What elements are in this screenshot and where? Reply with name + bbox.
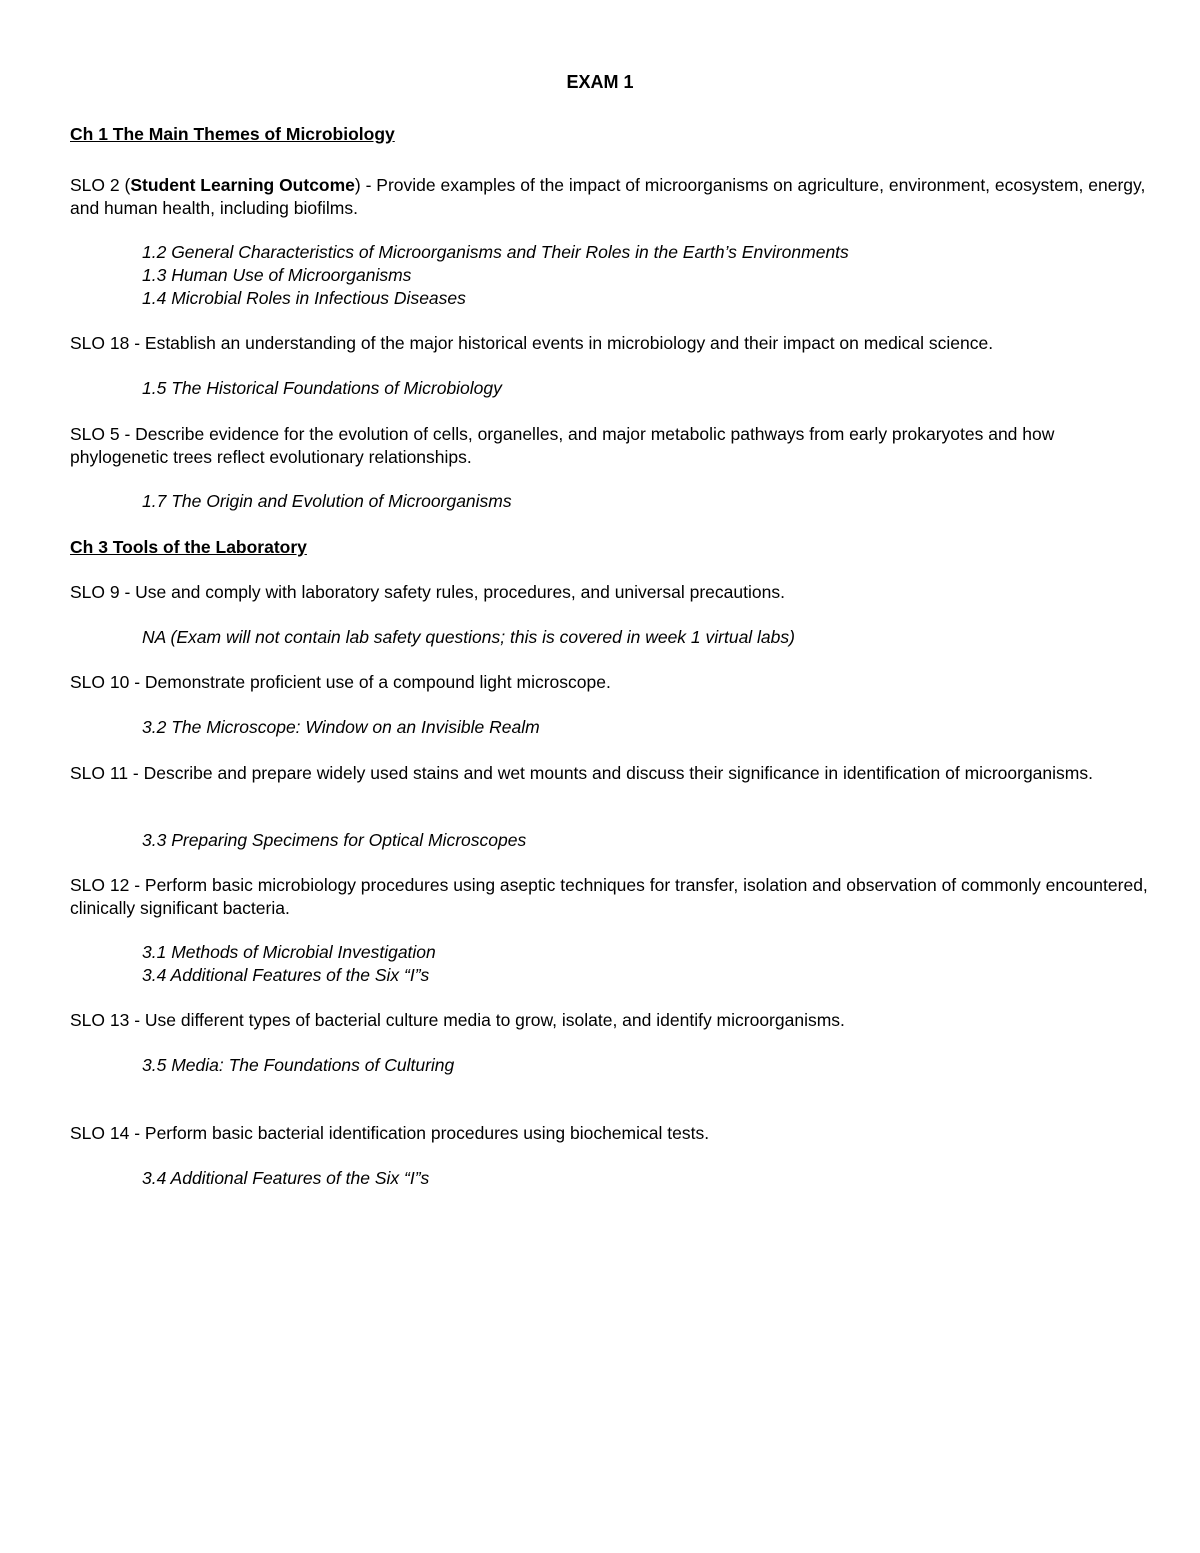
topic-item: 1.4 Microbial Roles in Infectious Diseases (142, 288, 466, 308)
slo-18-text: SLO 18 - Establish an understanding of the major historical events in microbiology and their impact on medical science. (70, 333, 994, 353)
topic-item: 1.5 The Historical Foundations of Microbiology (142, 378, 502, 398)
slo-9-text: SLO 9 - Use and comply with laboratory safety rules, procedures, and universal precautions. (70, 582, 785, 602)
topic-item: 3.4 Additional Features of the Six “I”s (142, 1168, 430, 1188)
topic-item: 1.2 General Characteristics of Microorganisms and Their Roles in the Earth’s Environments (142, 242, 849, 262)
slo-2-text (70, 174, 1150, 220)
slo-13-text: SLO 13 - Use different types of bacterial culture media to grow, isolate, and identify microorganisms. (70, 1010, 845, 1030)
slo-12-text: SLO 12 - Perform basic microbiology procedures using aseptic techniques for transfer, isolation and observation of commonly encountered, clinically significant bacteria. (70, 875, 1148, 918)
topic-item: 3.3 Preparing Specimens for Optical Microscopes (142, 830, 527, 850)
slo-11-text: SLO 11 - Describe and prepare widely used stains and wet mounts and discuss their significance in identification of microorganisms. (70, 763, 1093, 783)
slo-2-description: ) - Provide examples of the impact of microorganisms on agriculture, environment, ecosystem, energy, and human health, including biofilms. (70, 175, 1146, 218)
topic-item: NA (Exam will not contain lab safety questions; this is covered in week 1 virtual labs) (142, 627, 795, 647)
slo-2-prefix: SLO 2 ( (70, 175, 131, 195)
topic-item: 3.5 Media: The Foundations of Culturing (142, 1055, 455, 1075)
topic-item: 3.2 The Microscope: Window on an Invisible Realm (142, 717, 540, 737)
slo-14-text: SLO 14 - Perform basic bacterial identification procedures using biochemical tests. (70, 1123, 710, 1143)
slo-5-text: SLO 5 - Describe evidence for the evolution of cells, organelles, and major metabolic pathways from early prokaryotes and how phylogenetic trees reflect evolutionary relationships. (70, 424, 1055, 467)
slo-10-text: SLO 10 - Demonstrate proficient use of a compound light microscope. (70, 672, 611, 692)
topic-item: 1.7 The Origin and Evolution of Microorganisms (142, 491, 512, 511)
page-title: EXAM 1 (566, 72, 634, 92)
chapter-1-heading: Ch 1 The Main Themes of Microbiology (70, 124, 395, 144)
topic-item: 1.3 Human Use of Microorganisms (142, 265, 412, 285)
topic-item: 3.1 Methods of Microbial Investigation (142, 942, 436, 962)
slo-2-bold-term: Student Learning Outcome (130, 175, 355, 195)
chapter-3-heading: Ch 3 Tools of the Laboratory (70, 537, 307, 557)
topic-item: 3.4 Additional Features of the Six “I”s (142, 965, 430, 985)
